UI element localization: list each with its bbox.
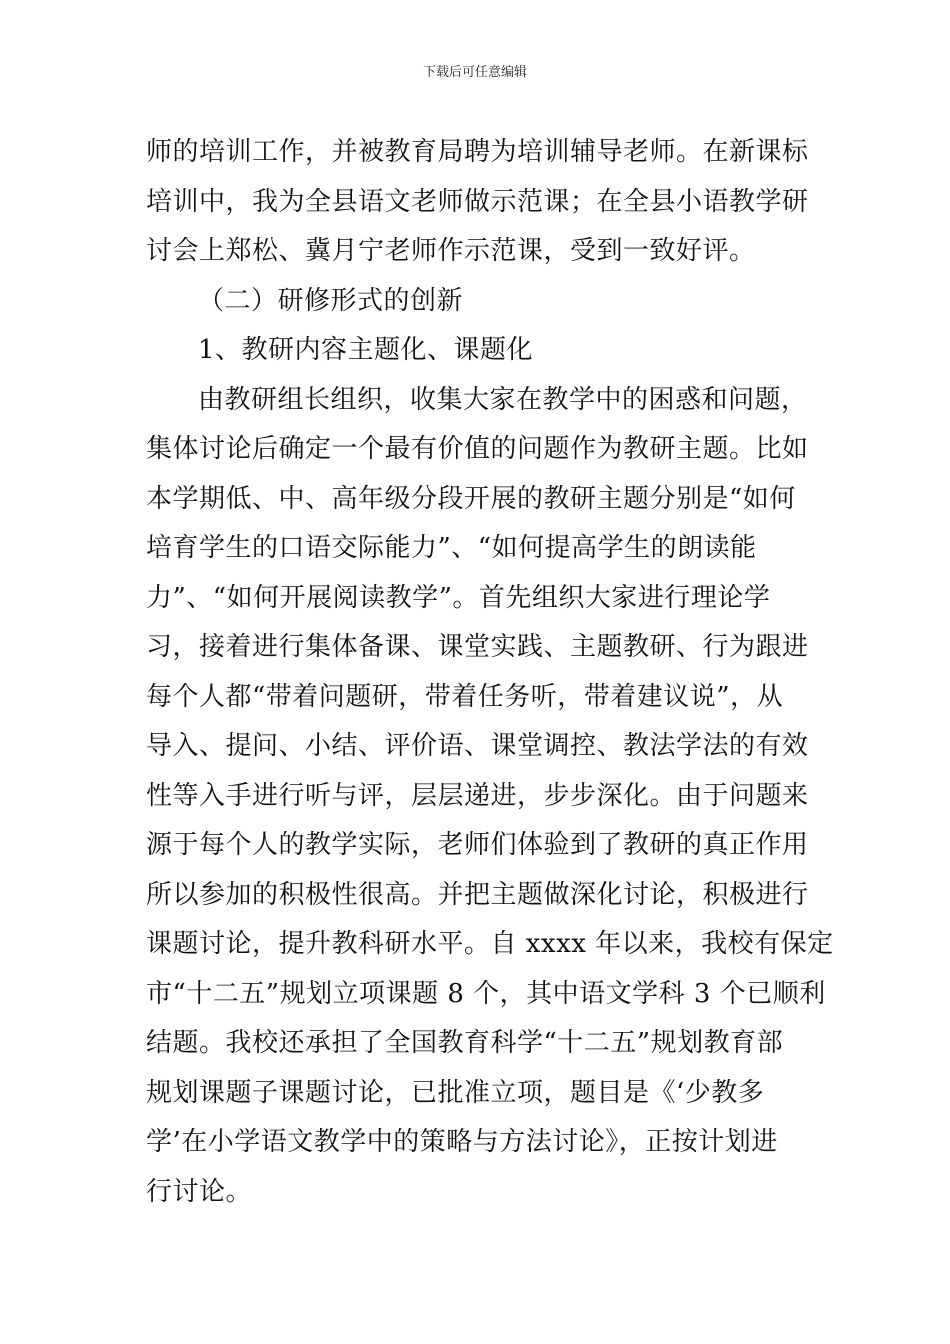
text-line: 市“十二五”规划立项课题 8 个，其中语文学科 3 个已顺利 <box>146 978 826 1009</box>
document-body <box>146 128 834 1217</box>
text-line: 规划课题子课题讨论，已批准立项，题目是《‘少教多 <box>146 1077 765 1108</box>
text-line: 结题。我校还承担了全国教育科学“十二五”规划教育部 <box>146 1028 784 1058</box>
text-line: 学’在小学语文教学中的策略与方法讨论》，正按计划进 <box>146 1127 778 1157</box>
text-line: 所以参加的积极性很高。并把主题做深化讨论，积极进行 <box>146 879 809 910</box>
page-header-note: 下载后可任意编辑 <box>422 65 527 80</box>
text-line: 习，接着进行集体备课、课堂实践、主题教研、行为跟进 <box>146 632 809 662</box>
text-line: 导入、提问、小结、评价语、课堂调控、教法学法的有效 <box>146 731 809 761</box>
text-line: 师的培训工作，并被教育局聘为培训辅导老师。在新课标 <box>146 137 809 167</box>
text-line: 课题讨论，提升教科研水平。自 xxxx 年以来，我校有保定 <box>146 929 834 959</box>
text-line: 行讨论。 <box>146 1176 253 1207</box>
text-line: 本学期低、中、高年级分段开展的教研主题分别是“如何 <box>146 483 796 514</box>
text-line: 讨会上郑松、冀月宁老师作示范课，受到一致好评。 <box>146 236 756 266</box>
text-line: 集体讨论后确定一个最有价值的问题作为教研主题。比如 <box>146 434 809 464</box>
paragraph-first-line: 由教研组长组织，收集大家在教学中的困惑和问题， <box>198 384 808 415</box>
text-line: 培育学生的口语交际能力”、“如何提高学生的朗读能 <box>146 533 757 563</box>
text-line: 性等入手进行听与评，层层递进，步步深化。由于问题来 <box>146 780 809 811</box>
text-line: 每个人都“带着问题研，带着任务听，带着建议说”，从 <box>146 681 784 712</box>
text-line: 力”、“如何开展阅读教学”。首先组织大家进行理论学 <box>146 582 771 613</box>
text-line: 培训中，我为全县语文老师做示范课；在全县小语教学研 <box>146 186 809 217</box>
text-line: 源于每个人的教学实际，老师们体验到了教研的真正作用 <box>146 830 809 860</box>
section-heading: （二）研修形式的创新 <box>198 285 464 316</box>
subsection-heading: 1、教研内容主题化、课题化 <box>198 335 534 365</box>
